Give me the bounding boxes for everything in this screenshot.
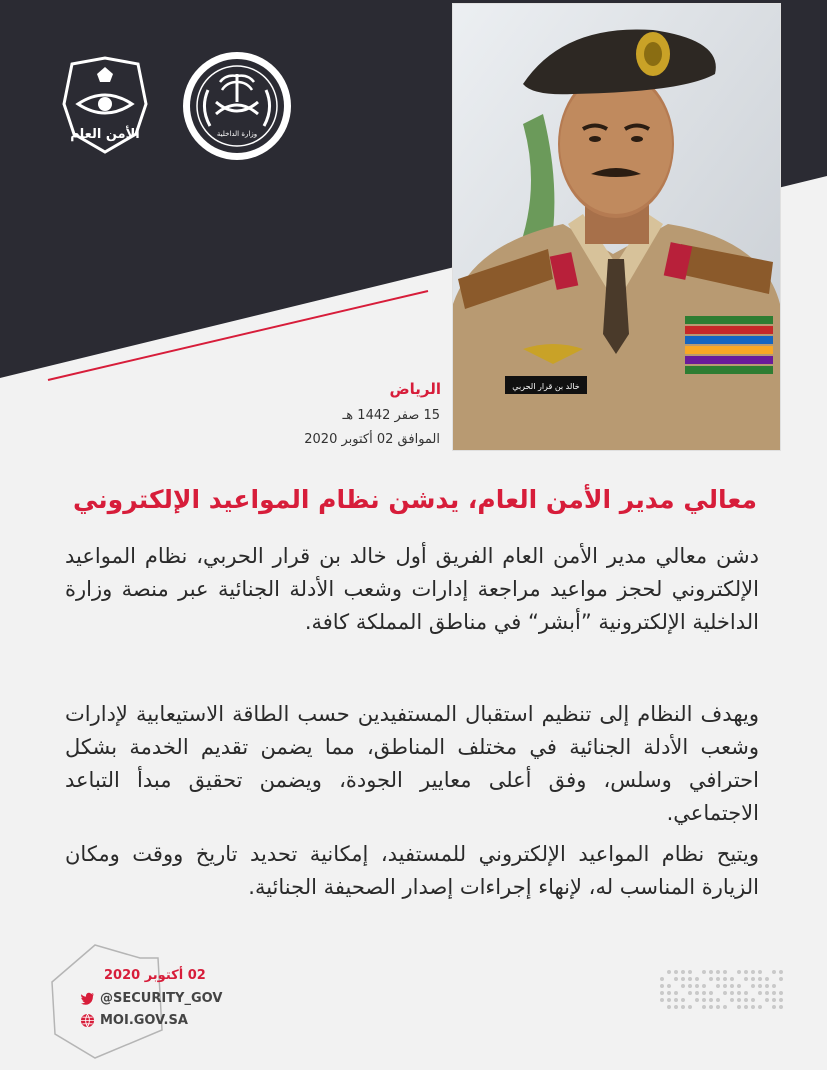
pattern-dot [667,1005,671,1009]
pattern-dot [765,998,769,1002]
pattern-dot [737,991,741,995]
pattern-dot [681,1005,685,1009]
pattern-dot [758,1005,762,1009]
pattern-dot [772,984,776,988]
pattern-dot [737,1005,741,1009]
pattern-dot [688,991,692,995]
pattern-dot [702,1005,706,1009]
dot-pattern [660,970,783,1009]
pattern-dot [772,1005,776,1009]
pattern-dot [737,998,741,1002]
pattern-dot [716,984,720,988]
pattern-dot [758,970,762,974]
name-tag-text: خالد بن قرار الحربي [512,382,580,391]
pattern-dot [709,977,713,981]
pattern-dot [667,970,671,974]
pattern-dot [688,977,692,981]
pattern-dot [737,970,741,974]
pattern-dot [709,970,713,974]
article-paragraph-2: ويهدف النظام إلى تنظيم استقبال المستفيدين حسب الطاقة الاستيعابية لإدارات وشعب الأدلة الجنائية في مختلف المناطق، مما يضمن تقديم الخدمة بشكل احترافي وسلس، وفق أعلى معايير الجودة، ويضمن تحقيق مبدأ التباعد الاجتماعي. [65,702,759,825]
pattern-dot [723,984,727,988]
pattern-dot [688,984,692,988]
pattern-dot [758,991,762,995]
pattern-dot [723,970,727,974]
pattern-dot [660,991,664,995]
pattern-dot [751,984,755,988]
pattern-dot [765,984,769,988]
pattern-dot [730,991,734,995]
pattern-dot [716,977,720,981]
footer-website-link[interactable] [80,1013,188,1028]
pattern-dot [779,998,783,1002]
pattern-dot [688,1005,692,1009]
pattern-dot [667,998,671,1002]
twitter-icon [80,991,95,1006]
pattern-dot [660,977,664,981]
pattern-dot [681,970,685,974]
pattern-dot [765,977,769,981]
pattern-dot [702,998,706,1002]
footer-date [104,968,206,983]
pattern-dot [674,998,678,1002]
pattern-dot [758,977,762,981]
pattern-dot [744,970,748,974]
pattern-dot [730,984,734,988]
pattern-dot [730,977,734,981]
pattern-dot [667,984,671,988]
pattern-dot [744,991,748,995]
twitter-handle: @SECURITY_GOV [100,991,223,1006]
footer-date-text: 02 أكتوبر 2020 [104,968,206,983]
pattern-dot [660,998,664,1002]
pattern-dot [702,984,706,988]
pattern-dot [723,1005,727,1009]
official-portrait-photo [452,3,781,451]
pattern-dot [681,984,685,988]
pattern-dot [744,977,748,981]
pattern-dot [772,998,776,1002]
pattern-dot [779,977,783,981]
public-security-emblem [52,52,158,157]
dateline-gregorian-date: الموافق 02 أكتوبر 2020 [304,432,440,447]
crown-icon [97,67,113,82]
pattern-dot [758,984,762,988]
pattern-dot [751,998,755,1002]
pattern-dot [737,984,741,988]
pattern-dot [716,998,720,1002]
pattern-dot [688,970,692,974]
pattern-dot [751,970,755,974]
dateline-hijri-date: 15 صفر 1442 هـ [342,408,440,423]
pattern-dot [674,970,678,974]
pattern-dot [772,991,776,995]
pattern-dot [744,998,748,1002]
pattern-dot [709,1005,713,1009]
pattern-dot [772,970,776,974]
pattern-dot [779,1005,783,1009]
pattern-dot [751,1005,755,1009]
ministry-emblem [180,50,294,162]
ministry-wordmark: وزارة الداخلية [216,130,258,138]
pattern-dot [716,1005,720,1009]
article-headline: معالي مدير الأمن العام، يدشن نظام المواعيد الإلكتروني [72,485,757,514]
pattern-dot [695,984,699,988]
pattern-dot [751,977,755,981]
pattern-dot [695,998,699,1002]
dateline-city: الرياض [389,380,441,398]
pattern-dot [779,970,783,974]
website-url: MOI.GOV.SA [100,1013,188,1028]
pattern-dot [674,991,678,995]
globe-icon [80,1013,95,1028]
pattern-dot [765,991,769,995]
pattern-dot [681,998,685,1002]
pattern-dot [730,998,734,1002]
pattern-dot [702,970,706,974]
pattern-dot [709,998,713,1002]
pattern-dot [702,991,706,995]
pattern-dot [709,991,713,995]
pattern-dot [723,991,727,995]
footer-twitter-link[interactable] [80,991,222,1006]
pattern-dot [723,977,727,981]
article-paragraph-3: ويتيح نظام المواعيد الإلكتروني للمستفيد، إمكانية تحديد تاريخ ووقت ومكان الزيارة المناسب له، لإنهاء إجراءات إصدار الصحيفة الجنائية. [65,842,759,899]
pattern-dot [674,977,678,981]
pattern-dot [681,977,685,981]
pattern-dot [660,984,664,988]
pattern-dot [695,977,699,981]
pattern-dot [716,970,720,974]
pattern-dot [674,1005,678,1009]
article-paragraph-1: دشن معالي مدير الأمن العام الفريق أول خالد بن قرار الحربي، نظام المواعيد الإلكتروني لحجز مواعيد مراجعة إدارات وشعب الأدلة الجنائية عبر منصة وزارة الداخلية الإلكترونية ”أبشر“ في مناطق المملكة كافة. [65,544,759,634]
public-security-wordmark: الأمن العام [70,127,140,142]
pattern-dot [744,1005,748,1009]
pattern-dot [667,991,671,995]
pattern-dot [779,991,783,995]
pattern-dot [695,991,699,995]
